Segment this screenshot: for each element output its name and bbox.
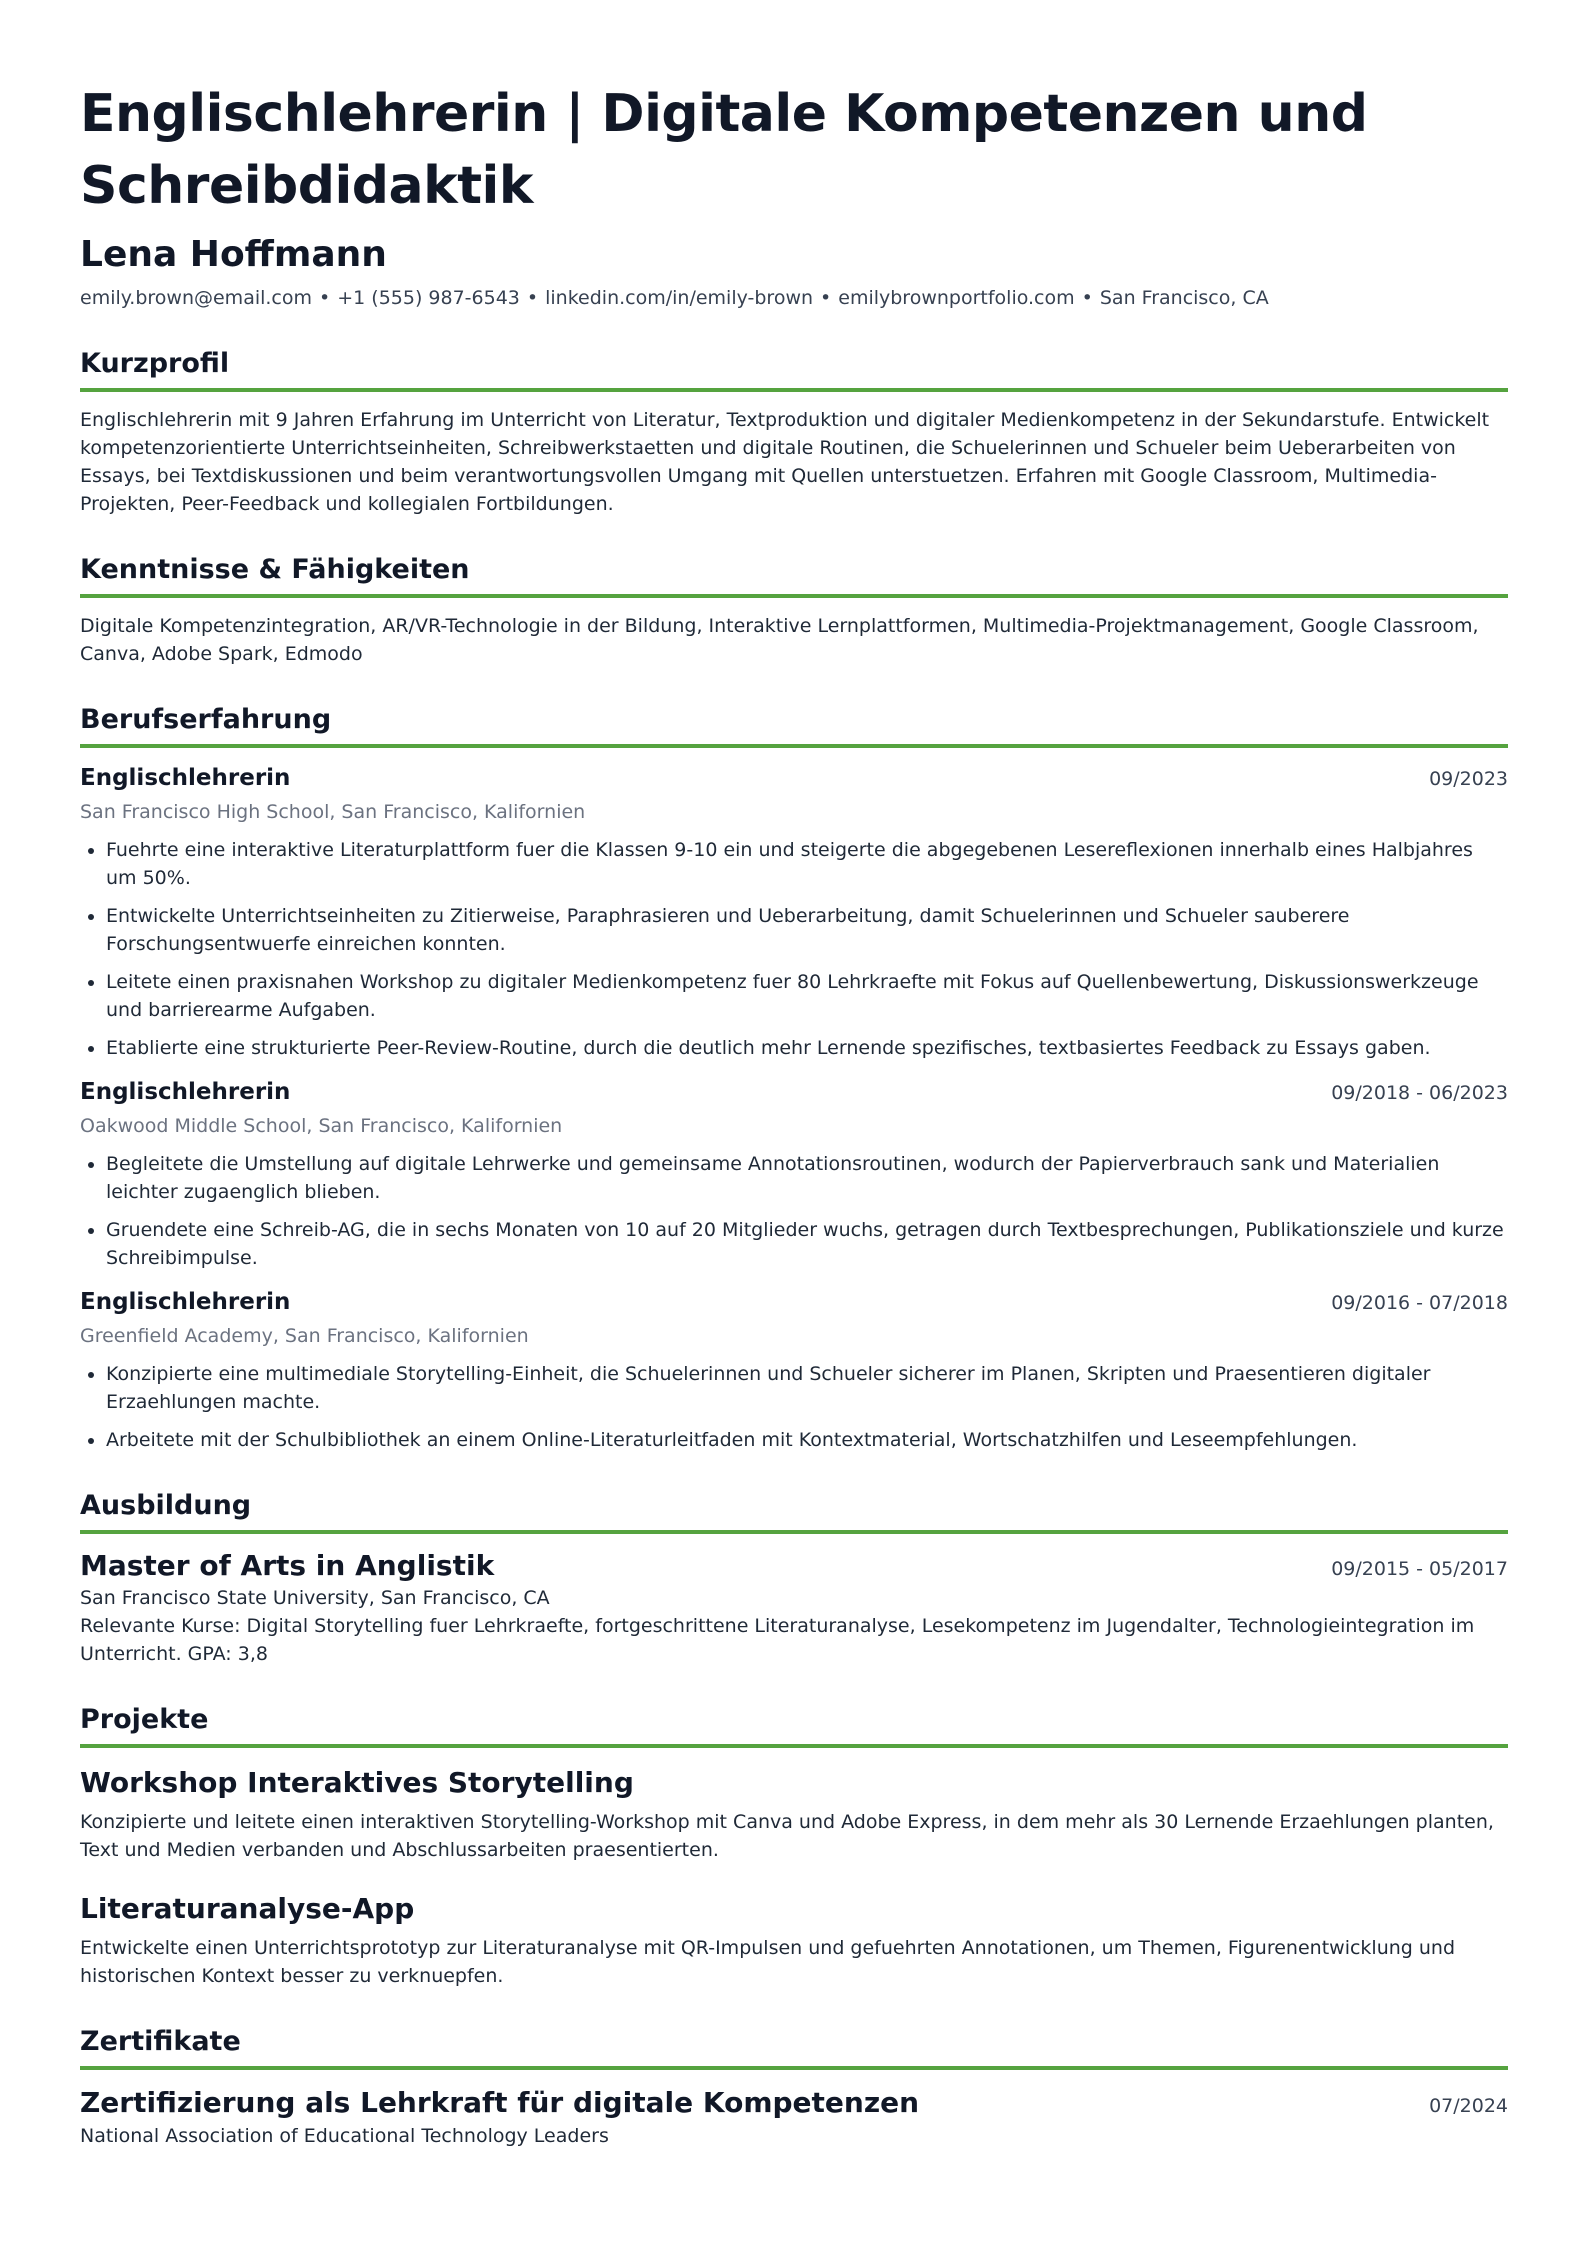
bullet-item: • Entwickelte Unterrichtseinheiten zu Zitierweise, Paraphrasieren und Ueberarbeitung, damit Schuelerinnen und Schueler sauberere Forschungsentwuerfe einreichen konnten. (106, 902, 1508, 958)
education-section (80, 1488, 1508, 1668)
job-date: 09/2018 - 06/2023 (1331, 1082, 1508, 1104)
section-title: Ausbildung (80, 1488, 1508, 1534)
projects-section (80, 1702, 1508, 1990)
bullet-item: • Begleitete die Umstellung auf digitale Lehrwerke und gemeinsame Annotationsroutinen, wodurch der Papierverbrauch sank und Materialien leichter zugaenglich blieben. (106, 1150, 1508, 1206)
job-entry (80, 1286, 1508, 1454)
job-title: Englischlehrerin (80, 765, 291, 791)
certificate-organization: National Association of Educational Technology Leaders (80, 2125, 609, 2147)
job-organization: Greenfield Academy, San Francisco, Kalifornien (80, 1325, 529, 1347)
job-bullets (80, 1150, 1508, 1272)
project-entry (80, 1890, 1508, 1990)
certificate-date: 07/2024 (1429, 2095, 1508, 2117)
contact-separator: • (1081, 287, 1093, 309)
contact-separator: • (526, 287, 539, 309)
skills-text: Digitale Kompetenzintegration, AR/VR-Technologie in der Bildung, Interaktive Lernplattformen, Multimedia-Projektmanagement, Google Classroom, Canva, Adobe Spark, Edmodo (80, 615, 1479, 665)
job-title: Englischlehrerin (80, 1289, 291, 1315)
job-organization: San Francisco High School, San Francisco, Kalifornien (80, 801, 586, 823)
section-title: Berufserfahrung (80, 702, 1508, 748)
job-bullets (80, 1360, 1508, 1454)
project-description: Entwickelte einen Unterrichtsprototyp zur Literaturanalyse mit QR-Impulsen und gefuehrten Annotationen, um Themen, Figurenentwicklung und historischen Kontext besser zu verknuepfen. (80, 1937, 1456, 1987)
profile-text: Englischlehrerin mit 9 Jahren Erfahrung im Unterricht von Literatur, Textproduktion und digitaler Medienkompetenz in der Sekundarstufe. Entwickelt kompetenzorientierte Unterrichtseinheiten, Schreibwerkstaetten und digitale Routinen, die Schuelerinnen und Schueler beim Ueberarbeiten von Essays, bei Textdiskussionen und beim verantwortungsvollen Umgang mit Quellen unterstuetzen. Erfahren mit Google Classroom, Multimedia-Projekten, Peer-Feedback und kollegialen Fortbildungen. (80, 409, 1490, 515)
contact-email[interactable]: emily.brown@email.com (80, 287, 313, 309)
job-entry (80, 762, 1508, 1062)
education-details: Relevante Kurse: Digital Storytelling fuer Lehrkraefte, fortgeschrittene Literaturanalyse, Lesekompetenz im Jugendalter, Technologieintegration im Unterricht. GPA: 3,8 (80, 1615, 1475, 1665)
profile-section (80, 346, 1508, 518)
contact-linkedin[interactable]: linkedin.com/in/emily-brown (545, 287, 814, 309)
contact-separator: • (820, 287, 832, 309)
education-date: 09/2015 - 05/2017 (1331, 1558, 1508, 1580)
project-description: Konzipierte und leitete einen interaktiven Storytelling-Workshop mit Canva und Adobe Express, in dem mehr als 30 Lernende Erzaehlungen planten, Text und Medien verbanden und Abschlussarbeiten praesentierten. (80, 1811, 1494, 1861)
section-title: Kenntnisse & Fähigkeiten (80, 552, 1508, 598)
job-date: 09/2023 (1429, 768, 1508, 790)
job-date: 09/2016 - 07/2018 (1331, 1292, 1508, 1314)
bullet-item: • Leitete einen praxisnahen Workshop zu digitaler Medienkompetenz fuer 80 Lehrkraefte mit Fokus auf Quellenbewertung, Diskussionswerkzeuge und barrierearme Aufgaben. (106, 968, 1508, 1024)
contact-portfolio[interactable]: emilybrownportfolio.com (838, 287, 1075, 309)
section-title: Zertifikate (80, 2024, 1508, 2070)
school-name: San Francisco State University, San Francisco, CA (80, 1587, 550, 1609)
bullet-item: • Konzipierte eine multimediale Storytelling-Einheit, die Schuelerinnen und Schueler sicherer im Planen, Skripten und Praesentieren digitaler Erzaehlungen machte. (106, 1360, 1508, 1416)
certificate-title: Zertifizierung als Lehrkraft für digitale Kompetenzen (80, 2086, 920, 2119)
job-entry (80, 1076, 1508, 1272)
contact-location: San Francisco, CA (1099, 287, 1269, 309)
contact-separator: • (319, 287, 331, 309)
bullet-item: • Arbeitete mit der Schulbibliothek an einem Online-Literaturleitfaden mit Kontextmaterial, Wortschatzhilfen und Leseempfehlungen. (106, 1426, 1508, 1454)
contact-phone[interactable]: +1 (555) 987-6543 (337, 287, 520, 309)
skills-section (80, 552, 1508, 668)
certificates-section (80, 2024, 1508, 2150)
bullet-item: • Fuehrte eine interaktive Literaturplattform fuer die Klassen 9-10 ein und steigerte die abgegebenen Lesereflexionen innerhalb eines Halbjahres um 50%. (106, 836, 1508, 892)
project-title: Literaturanalyse-App (80, 1892, 415, 1925)
job-bullets (80, 836, 1508, 1062)
degree-title: Master of Arts in Anglistik (80, 1549, 495, 1582)
section-title: Projekte (80, 1702, 1508, 1748)
contact-line (80, 284, 1508, 312)
section-title: Kurzprofil (80, 346, 1508, 392)
project-title: Workshop Interaktives Storytelling (80, 1766, 634, 1799)
page-title: Englischlehrerin | Digitale Kompetenzen und Schreibdidaktik (80, 84, 1368, 216)
bullet-item: • Gruendete eine Schreib-AG, die in sechs Monaten von 10 auf 20 Mitglieder wuchs, getragen durch Textbesprechungen, Publikationsziele und kurze Schreibimpulse. (106, 1216, 1508, 1272)
candidate-name: Lena Hoffmann (80, 234, 387, 275)
bullet-item: • Etablierte eine strukturierte Peer-Review-Routine, durch die deutlich mehr Lernende spezifisches, textbasiertes Feedback zu Essays gaben. (106, 1034, 1508, 1062)
project-entry (80, 1764, 1508, 1864)
job-title: Englischlehrerin (80, 1079, 291, 1105)
job-organization: Oakwood Middle School, San Francisco, Kalifornien (80, 1115, 563, 1137)
experience-section (80, 702, 1508, 1454)
